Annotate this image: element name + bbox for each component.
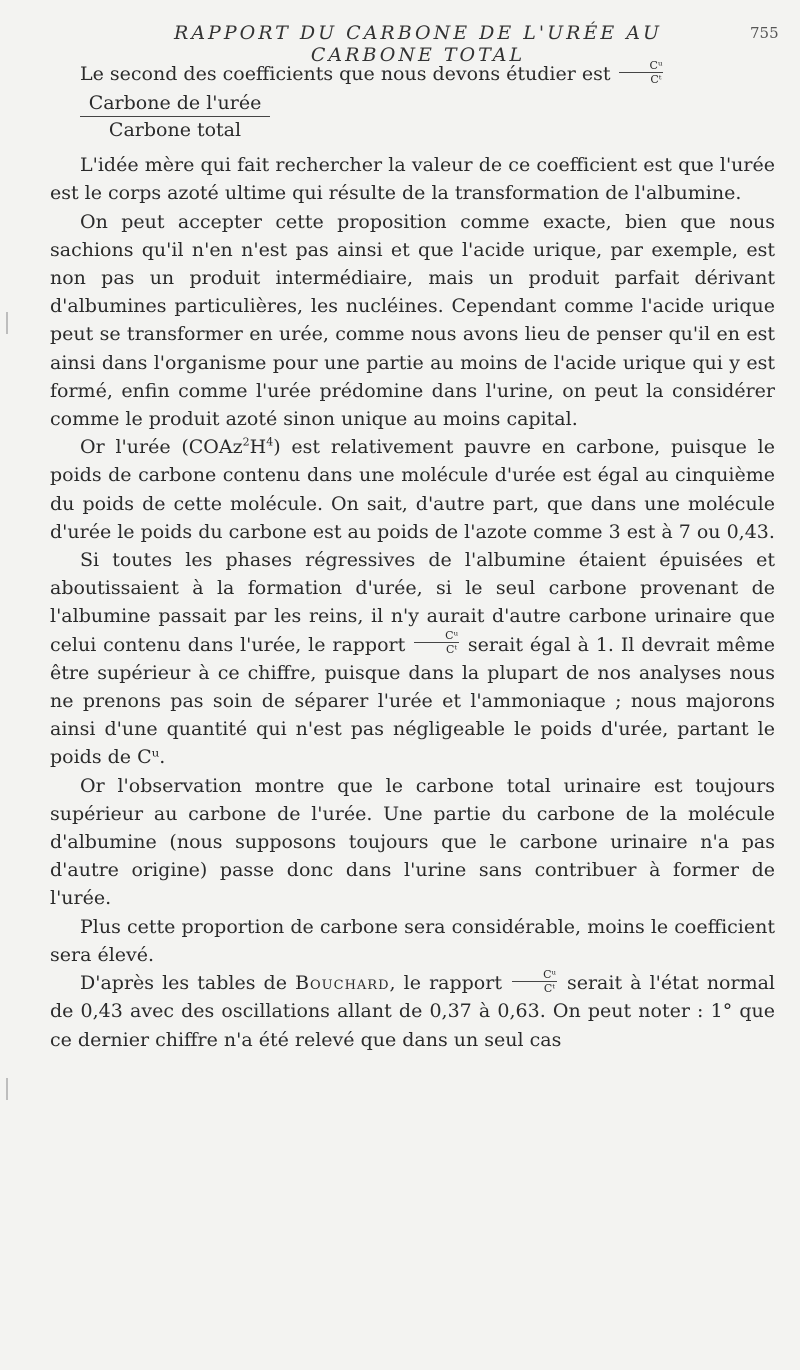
paragraph-text: serait à l'état normal de 0,43 avec des oscillations allant de 0,37 à 0,63. On peut noter : 1° que ce dernier chiffre n'a été relevé que dans un seul cas [50,972,775,1051]
ratio-cu-ct [619,59,664,86]
formula-subscript: 4 [266,435,274,449]
paragraph-text: , le rapport [389,972,502,995]
paragraph [50,546,775,772]
body-text [50,60,775,1054]
margin-mark [6,312,8,334]
paragraph-text: Si toutes les phases régressives de l'albumine étaient épuisées et aboutissaient à la formation d'urée, si le seul carbone provenant de l'albumine passait par les reins, il n'y aurait d'autre carbone urinaire que celui contenu dans l'urée, le rapport [50,549,775,656]
page-number: 755 [750,24,779,42]
formula-subscript: 2 [242,435,250,449]
ratio-numerator: Cᵘ [619,59,664,73]
author-name: Bouchard [295,972,390,995]
paragraph-text: H [249,436,267,459]
paragraph: Plus cette proportion de carbone sera considérable, moins le coefficient sera élevé. [50,915,775,966]
fraction-numerator: Carbone de l'urée [80,90,270,117]
paragraph-text: serait égal à 1. Il devrait même être supérieur à ce chiffre, puisque dans la plupart de nos analyses nous ne prenons pas soin de séparer l'urée et l'ammoniaque ; nous majorons ainsi d'une quantité qui n'est pas négligeable le poids d'urée, partant le poids de Cᵘ. [50,633,776,769]
paragraph [50,60,775,88]
paragraph: On peut accepter cette proposition comme exacte, bien que nous sachions qu'il n'en n'est pas ainsi et que l'acide urique, par exemple, est non pas un produit intermédiaire, mais un produit parfait dérivant d'albumines particulières, les nucléines. Cependant comme l'acide urique peut se transformer en urée, comme nous avons lieu de penser qu'il en est ainsi dans l'organisme pour une partie au moins de l'acide urique qui y est formé, enfin comme l'urée prédomine dans l'urine, on peut la considérer comme le produit azoté sinon unique au moins capital. [50,210,775,431]
ratio-denominator: Cᵗ [650,72,662,86]
coefficient-fraction [80,90,270,143]
paragraph-text: D'après les tables de [80,972,287,995]
paragraph: L'idée mère qui fait rechercher la valeur de ce coefficient est que l'urée est le corps azoté ultime qui résulte de la transformation de l'albumine. [50,154,775,205]
ratio-cu-ct [414,629,459,656]
ratio-cu-ct [512,968,557,995]
fraction-denominator: Carbone total [108,119,242,142]
paragraph-text: Or l'urée (COAz [80,436,243,459]
paragraph [50,969,775,1054]
ratio-numerator: Cᵘ [414,629,459,643]
ratio-numerator: Cᵘ [512,968,557,982]
paragraph-text: ) est relativement pauvre en carbone, puisque le poids de carbone contenu dans une molécule d'urée est égal au cinquième du poids de cette molécule. On sait, d'autre part, que dans une molécule d'urée le poids du carbone est au poids de l'azote comme 3 est à 7 ou 0,43. [50,436,775,543]
paragraph [50,433,775,546]
ratio-denominator: Cᵗ [446,643,458,657]
ratio-denominator: Cᵗ [543,981,556,995]
paragraph: Or l'observation montre que le carbone total urinaire est toujours supérieur au carbone de l'urée. Une partie du carbone de la molécule d'albumine (nous supposons toujours que le carbone urinaire n'a pas d'autre origine) passe donc dans l'urine sans contribuer à former de l'urée. [50,774,775,910]
margin-mark [6,1078,8,1100]
running-title: RAPPORT DU CARBONE DE L'URÉE AU CARBONE TOTAL [174,22,662,66]
paragraph-text: Le second des coefficients que nous devons étudier est [80,63,611,85]
